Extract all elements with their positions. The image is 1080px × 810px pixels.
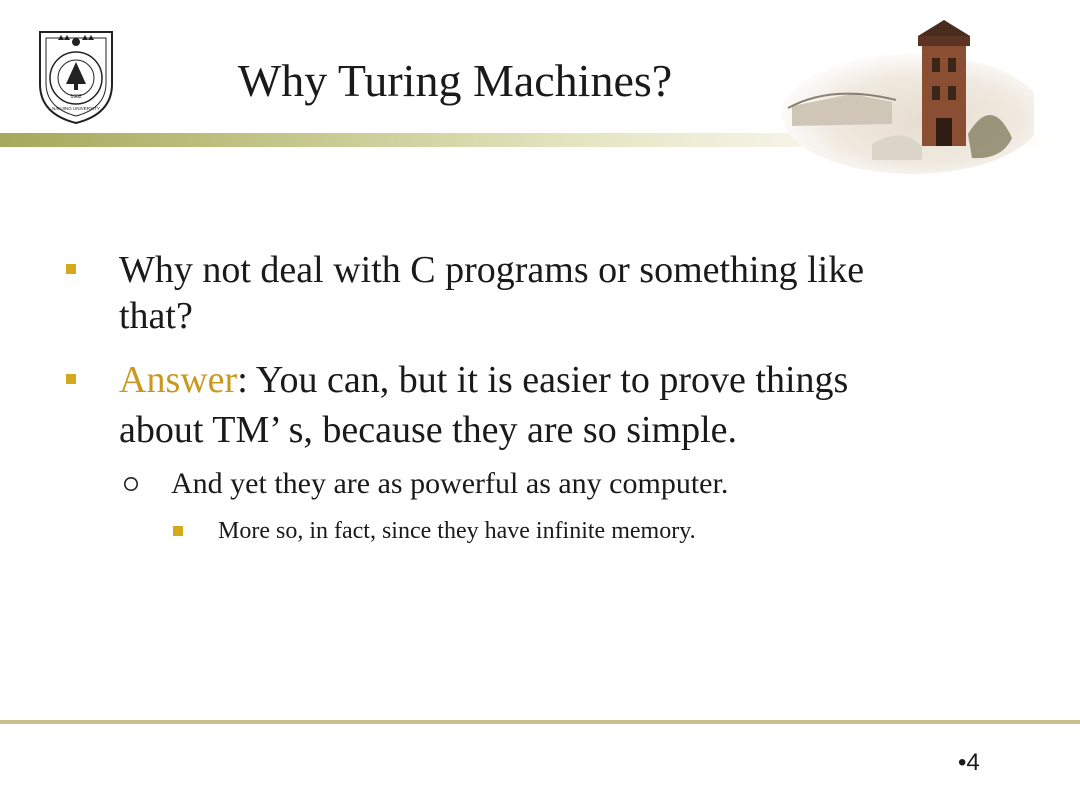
university-seal-logo (34, 26, 118, 126)
page-number: •4 (958, 749, 980, 776)
bullet-1-line-2: that? (119, 295, 193, 337)
small-square-bullet-icon (173, 526, 183, 536)
bullet-square-icon (66, 374, 76, 384)
answer-label: Answer (119, 359, 238, 401)
bullet-2-line-1 (119, 358, 848, 402)
seal-year: 1902 (70, 94, 82, 100)
sub-bullet-text: And yet they are as powerful as any computer. (171, 467, 729, 500)
sub-sub-bullet-text: More so, in fact, since they have infinite memory. (218, 518, 696, 544)
slide-title: Why Turing Machines? (237, 55, 673, 106)
seal-ring-text: NANJING UNIVERSITY (51, 106, 101, 111)
bullet-2-line-1-rest: : You can, but it is easier to prove things (237, 359, 849, 401)
bullet-square-icon (66, 264, 76, 274)
hollow-circle-bullet-icon (123, 476, 139, 492)
footer-divider (0, 720, 1080, 724)
bullet-2-line-2: about TM’ s, because they are so simple. (119, 409, 738, 451)
campus-tower-image (772, 14, 1034, 174)
bullet-1-line-1: Why not deal with C programs or something like (119, 249, 865, 291)
